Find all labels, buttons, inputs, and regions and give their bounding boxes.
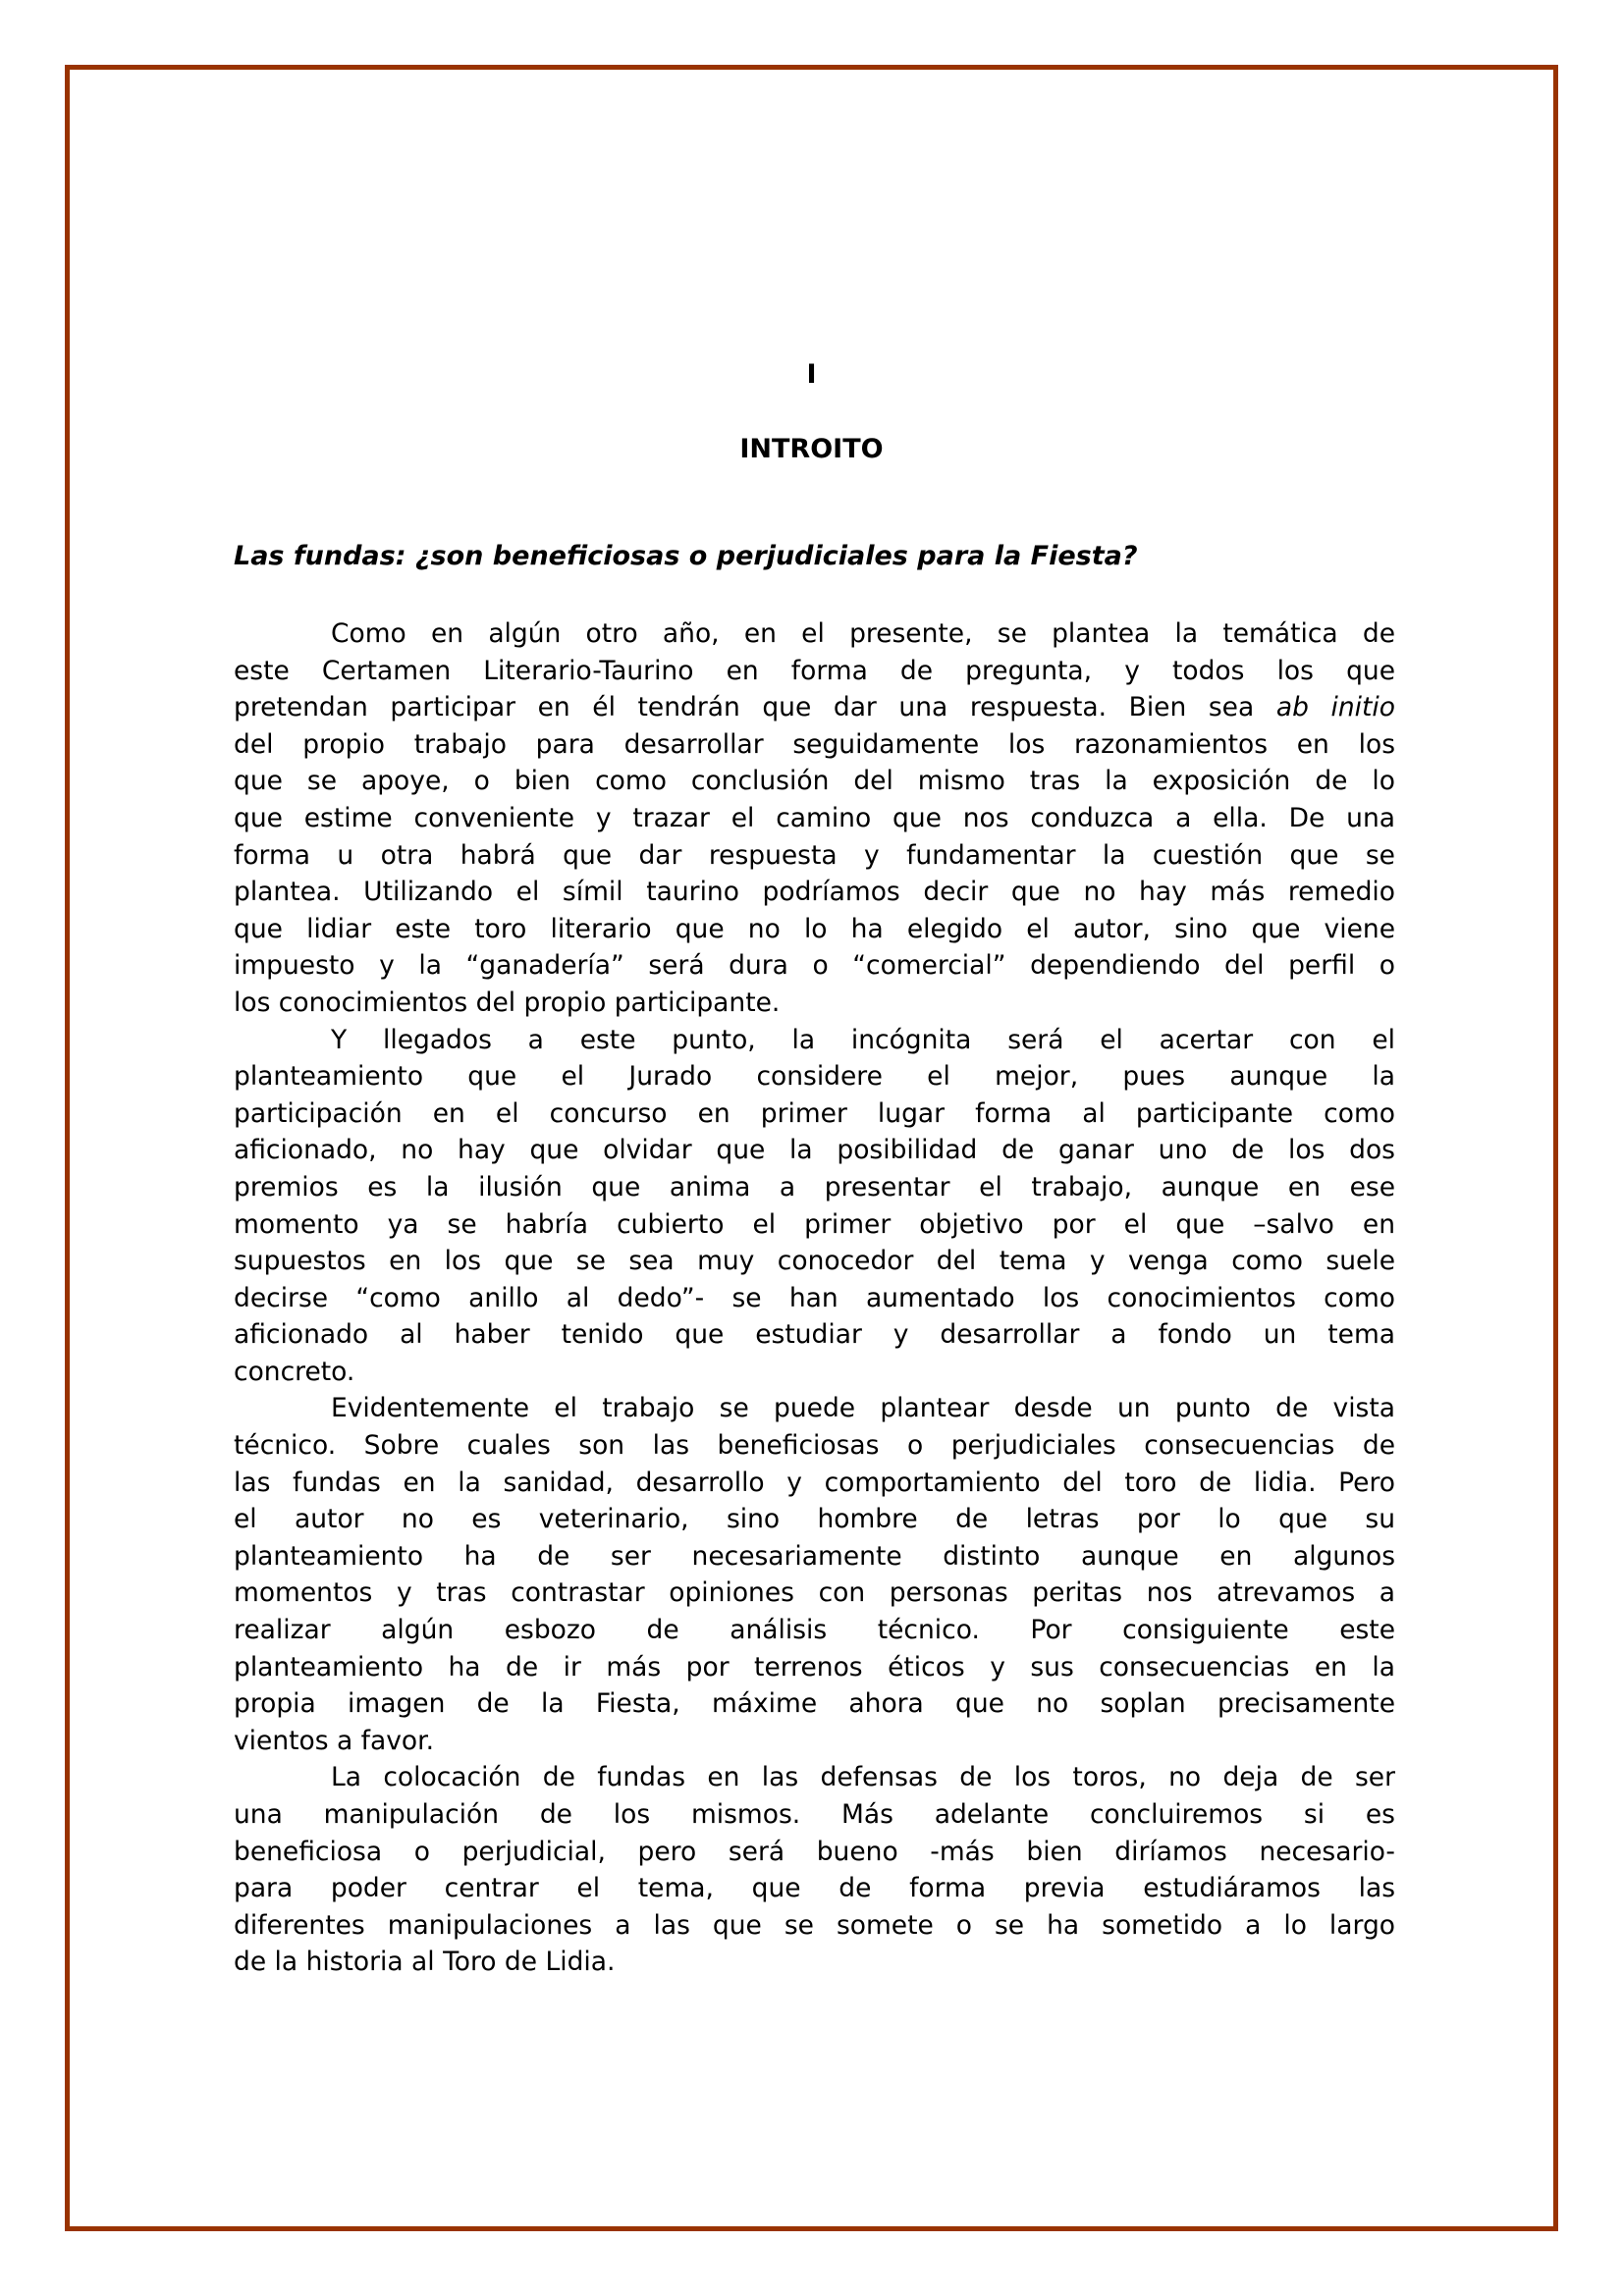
text-line: que lidiar este toro literario que no lo ha elegido el autor, sino que viene <box>234 913 1395 944</box>
text-line: que estime conveniente y trazar el camino que nos conduzca a ella. De una <box>234 802 1395 833</box>
text-line: técnico. Sobre cuales son las beneficiosas o perjudiciales consecuencias de <box>234 1430 1395 1462</box>
text-line: aficionado al haber tenido que estudiar y desarrollar a fondo un tema <box>234 1319 1395 1351</box>
text-line: los conocimientos del propio participante. <box>234 987 781 1018</box>
text-line: decirse “como anillo al dedo”- se han aumentado los conocimientos como <box>234 1282 1395 1313</box>
text-line: este Certamen Literario-Taurino en forma de pregunta, y todos los que <box>234 655 1395 686</box>
text-line: planteamiento que el Jurado considere el mejor, pues aunque la <box>234 1061 1395 1093</box>
text-line: momentos y tras contrastar opiniones con personas peritas nos atrevamos a <box>234 1577 1395 1609</box>
text-line: beneficiosa o perjudicial, pero será bueno -más bien diríamos necesario- <box>234 1836 1395 1867</box>
text-line: que se apoye, o bien como conclusión del mismo tras la exposición de lo <box>234 766 1395 797</box>
text-line: momento ya se habría cubierto el primer objetivo por el que –salvo en <box>234 1208 1395 1240</box>
section-subtitle: Las fundas: ¿son beneficiosas o perjudiciales para la Fiesta? <box>234 541 1138 571</box>
text-line: una manipulación de los mismos. Más adelante concluiremos si es <box>234 1799 1395 1830</box>
text-line: aficionado, no hay que olvidar que la posibilidad de ganar uno de los dos <box>234 1135 1395 1166</box>
paragraph-4 <box>234 1759 1395 1981</box>
text-line: La colocación de fundas en las defensas de los toros, no deja de ser <box>331 1762 1395 1793</box>
text-line: el autor no es veterinario, sino hombre de letras por lo que su <box>234 1504 1395 1535</box>
text-line: las fundas en la sanidad, desarrollo y comportamiento del toro de lidia. Pero <box>234 1467 1395 1498</box>
text-segment: pretendan participar en él tendrán que dar una respuesta. Bien sea <box>234 692 1255 723</box>
text-line: planteamiento ha de ser necesariamente distinto aunque en algunos <box>234 1540 1395 1572</box>
text-line: participación en el concurso en primer lugar forma al participante como <box>234 1097 1395 1129</box>
text-line: diferentes manipulaciones a las que se somete o se ha sometido a lo largo <box>234 1909 1395 1941</box>
text-line: supuestos en los que se sea muy conocedor del tema y venga como suele <box>234 1246 1395 1277</box>
text-line: Y llegados a este punto, la incógnita será el acertar con el <box>331 1024 1395 1055</box>
italic-phrase: ab initio <box>1275 692 1395 723</box>
text-line: Como en algún otro año, en el presente, se plantea la temática de <box>331 618 1395 649</box>
chapter-title: INTROITO <box>739 434 884 464</box>
text-line: de la historia al Toro de Lidia. <box>234 1947 616 1978</box>
text-line: Evidentemente el trabajo se puede plantear desde un punto de vista <box>331 1393 1395 1424</box>
text-line: para poder centrar el tema, que de forma previa estudiáramos las <box>234 1873 1395 1904</box>
text-line: realizar algún esbozo de análisis técnico. Por consiguiente este <box>234 1615 1395 1646</box>
paragraph-2 <box>234 1022 1395 1391</box>
text-line-with-italic <box>234 689 1395 726</box>
text-line: concreto. <box>234 1356 355 1387</box>
body-text <box>234 615 1395 1981</box>
text-line: premios es la ilusión que anima a presentar el trabajo, aunque en ese <box>234 1171 1395 1202</box>
chapter-number: I <box>806 359 817 390</box>
text-line: forma u otra habrá que dar respuesta y fundamentar la cuestión que se <box>234 839 1395 871</box>
text-line: plantea. Utilizando el símil taurino podríamos decir que no hay más remedio <box>234 877 1395 908</box>
text-line: propia imagen de la Fiesta, máxime ahora que no soplan precisamente <box>234 1688 1395 1720</box>
text-line: del propio trabajo para desarrollar seguidamente los razonamientos en los <box>234 728 1395 760</box>
paragraph-3 <box>234 1390 1395 1759</box>
text-line: vientos a favor. <box>234 1725 434 1756</box>
paragraph-1 <box>234 615 1395 1022</box>
text-line: planteamiento ha de ir más por terrenos éticos y sus consecuencias en la <box>234 1651 1395 1682</box>
text-line: impuesto y la “ganadería” será dura o “comercial” dependiendo del perfil o <box>234 950 1395 982</box>
